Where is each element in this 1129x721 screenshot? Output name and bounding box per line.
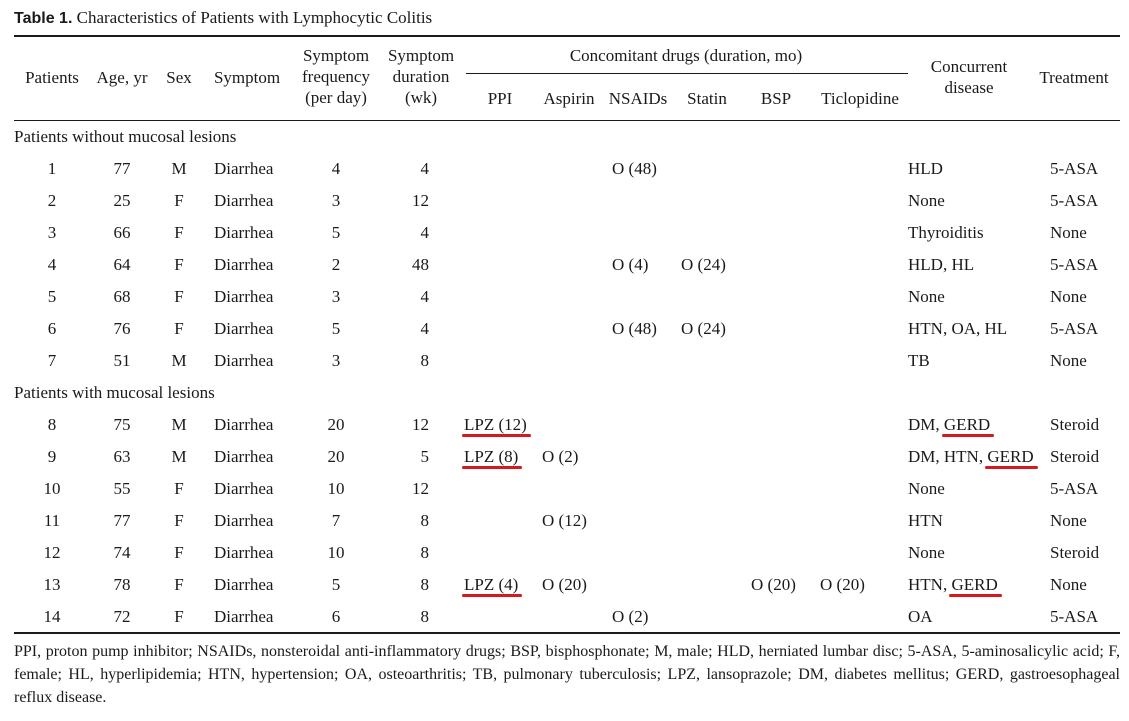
- cell-patient: 8: [47, 415, 57, 434]
- cell-disease: [908, 510, 943, 531]
- cell-disease: [908, 286, 945, 307]
- disease-highlighted-text: GERD: [943, 415, 991, 434]
- cell-treatment: Steroid: [1050, 447, 1100, 466]
- cell-symptom: Diarrhea: [214, 159, 274, 178]
- red-underline: [462, 594, 522, 597]
- cell-symptom: Diarrhea: [214, 415, 274, 434]
- cell-duration: 5: [420, 447, 429, 466]
- red-underline: [985, 466, 1037, 469]
- header-duration-line3: (wk): [404, 88, 438, 107]
- cell-nsaids: O (48): [612, 319, 657, 338]
- cell-disease: [908, 222, 984, 243]
- cell-patient: 12: [43, 543, 61, 562]
- cell-disease: [908, 158, 943, 179]
- cell-symptom: Diarrhea: [214, 223, 274, 242]
- cell-sex: F: [174, 223, 184, 242]
- cell-age: 74: [113, 543, 131, 562]
- cell-treatment: 5-ASA: [1050, 159, 1099, 178]
- header-frequency-line1: Symptom: [302, 46, 370, 65]
- disease-text: HTN, OA, HL: [908, 319, 1008, 338]
- cell-symptom: Diarrhea: [214, 255, 274, 274]
- header-ticlopidine: Ticlopidine: [821, 89, 899, 108]
- cell-age: 51: [113, 351, 131, 370]
- header-frequency-line2: frequency: [302, 67, 370, 86]
- cell-sex: M: [171, 447, 187, 466]
- cell-disease: [908, 606, 933, 627]
- disease-text: HTN: [908, 511, 943, 530]
- header-frequency-line3: (per day): [305, 88, 367, 107]
- cell-age: 72: [113, 607, 131, 626]
- cell-treatment: 5-ASA: [1050, 319, 1099, 338]
- cell-nsaids: O (48): [612, 159, 657, 178]
- cell-freq: 3: [331, 191, 341, 210]
- cell-treatment: 5-ASA: [1050, 479, 1099, 498]
- cell-patient: 7: [47, 351, 57, 370]
- cell-sex: F: [174, 607, 184, 626]
- cell-duration: 4: [420, 223, 429, 242]
- header-concurrent-line1: Concurrent: [930, 57, 1008, 76]
- cell-age: 77: [113, 511, 131, 530]
- cell-freq: 3: [331, 351, 341, 370]
- cell-duration: 12: [412, 479, 429, 498]
- drugs-group-rule: [466, 73, 908, 74]
- cell-treatment: None: [1050, 351, 1087, 370]
- cell-symptom: Diarrhea: [214, 575, 274, 594]
- cell-sex: F: [174, 255, 184, 274]
- cell-symptom: Diarrhea: [214, 479, 274, 498]
- cell-patient: 1: [47, 159, 57, 178]
- cell-disease: [908, 414, 990, 435]
- cell-freq: 10: [327, 479, 345, 498]
- group-label: Patients with mucosal lesions: [14, 383, 215, 402]
- cell-duration: 8: [420, 351, 429, 370]
- cell-age: 75: [113, 415, 131, 434]
- table-caption: Characteristics of Patients with Lymphocytic Colitis: [76, 8, 433, 27]
- cell-age: 66: [113, 223, 131, 242]
- cell-age: 64: [113, 255, 131, 274]
- cell-patient: 4: [47, 255, 57, 274]
- cell-ppi-wrap: [464, 446, 518, 467]
- cell-sex: F: [174, 575, 184, 594]
- disease-highlighted: [951, 574, 997, 595]
- cell-freq: 6: [331, 607, 341, 626]
- cell-ppi-wrap: [464, 414, 527, 435]
- disease-text: TB: [908, 351, 930, 370]
- header-drugs-group: Concomitant drugs (duration, mo): [569, 46, 803, 65]
- header-aspirin: Aspirin: [543, 89, 595, 108]
- cell-freq: 7: [331, 511, 341, 530]
- cell-freq: 2: [331, 255, 341, 274]
- cell-bsp: O (20): [751, 575, 796, 594]
- cell-treatment: 5-ASA: [1050, 191, 1099, 210]
- cell-symptom: Diarrhea: [214, 351, 274, 370]
- cell-patient: 5: [47, 287, 57, 306]
- cell-treatment: None: [1050, 511, 1087, 530]
- cell-symptom: Diarrhea: [214, 191, 274, 210]
- disease-highlighted-text: GERD: [987, 447, 1034, 466]
- cell-ticlopidine: O (20): [820, 575, 865, 594]
- disease-text: Thyroiditis: [908, 223, 984, 242]
- cell-age: 76: [113, 319, 131, 338]
- cell-treatment: None: [1050, 287, 1087, 306]
- header-rule: [14, 120, 1120, 121]
- disease-highlighted-text: GERD: [951, 575, 998, 594]
- header-duration: [388, 45, 454, 108]
- group-label: Patients without mucosal lesions: [14, 127, 237, 146]
- header-symptom: Symptom: [213, 68, 281, 87]
- cell-duration: 8: [420, 575, 429, 594]
- header-treatment: Treatment: [1039, 68, 1109, 87]
- cell-treatment: 5-ASA: [1050, 607, 1099, 626]
- cell-sex: M: [171, 351, 187, 370]
- cell-age: 25: [113, 191, 131, 210]
- cell-symptom: Diarrhea: [214, 319, 274, 338]
- cell-treatment: Steroid: [1050, 415, 1100, 434]
- cell-disease: [908, 478, 945, 499]
- cell-treatment: Steroid: [1050, 543, 1100, 562]
- bottom-rule: [14, 632, 1120, 634]
- disease-text: None: [908, 287, 945, 306]
- cell-disease: [908, 574, 998, 595]
- cell-nsaids: O (2): [612, 607, 649, 626]
- disease-text: None: [908, 479, 945, 498]
- cell-age: 55: [113, 479, 131, 498]
- cell-statin: O (24): [681, 319, 726, 338]
- cell-patient: 9: [47, 447, 57, 466]
- cell-ppi: LPZ (12): [464, 415, 527, 434]
- cell-sex: F: [174, 287, 184, 306]
- cell-statin: O (24): [681, 255, 726, 274]
- cell-aspirin: O (12): [542, 511, 587, 530]
- cell-disease: [908, 350, 930, 371]
- cell-patient: 3: [47, 223, 57, 242]
- cell-symptom: Diarrhea: [214, 607, 274, 626]
- cell-patient: 11: [43, 511, 61, 530]
- header-duration-line1: Symptom: [387, 46, 455, 65]
- cell-symptom: Diarrhea: [214, 543, 274, 562]
- cell-symptom: Diarrhea: [214, 511, 274, 530]
- header-frequency: [302, 45, 370, 108]
- cell-duration: 4: [420, 319, 429, 338]
- cell-duration: 4: [420, 287, 429, 306]
- cell-freq: 3: [331, 287, 341, 306]
- top-rule: [14, 35, 1120, 37]
- cell-freq: 5: [331, 319, 341, 338]
- disease-text: HLD, HL: [908, 255, 975, 274]
- cell-freq: 20: [327, 447, 345, 466]
- disease-highlighted: [944, 414, 990, 435]
- table-title: [14, 8, 432, 28]
- header-statin: Statin: [687, 89, 727, 108]
- red-underline: [942, 434, 994, 437]
- cell-aspirin: O (20): [542, 575, 587, 594]
- cell-age: 78: [113, 575, 131, 594]
- cell-freq: 4: [331, 159, 341, 178]
- red-underline: [949, 594, 1001, 597]
- disease-text: OA: [908, 607, 933, 626]
- disease-highlighted: [987, 446, 1033, 467]
- cell-sex: F: [174, 479, 184, 498]
- table-label: Table 1.: [14, 10, 73, 27]
- cell-duration: 4: [420, 159, 429, 178]
- red-underline: [462, 434, 531, 437]
- header-concurrent-line2: disease: [944, 78, 994, 97]
- disease-text: HTN,: [908, 575, 952, 594]
- disease-text: None: [908, 543, 945, 562]
- disease-text: DM, HTN,: [908, 447, 988, 466]
- header-patients: Patients: [25, 68, 79, 87]
- cell-disease: [908, 254, 974, 275]
- cell-aspirin: O (2): [542, 447, 579, 466]
- cell-duration: 8: [420, 511, 429, 530]
- header-sex: Sex: [166, 68, 192, 87]
- header-concurrent-disease: [931, 56, 1007, 98]
- cell-age: 68: [113, 287, 131, 306]
- cell-disease: [908, 190, 945, 211]
- cell-patient: 13: [43, 575, 61, 594]
- header-nsaids: NSAIDs: [608, 89, 668, 108]
- disease-text: HLD: [908, 159, 943, 178]
- cell-patient: 10: [43, 479, 61, 498]
- cell-patient: 2: [47, 191, 57, 210]
- cell-disease: [908, 318, 1007, 339]
- cell-ppi: LPZ (4): [464, 575, 519, 594]
- cell-sex: M: [171, 415, 187, 434]
- cell-freq: 10: [327, 543, 345, 562]
- cell-treatment: None: [1050, 575, 1087, 594]
- disease-text: None: [908, 191, 945, 210]
- cell-ppi-wrap: [464, 574, 518, 595]
- cell-treatment: None: [1050, 223, 1087, 242]
- cell-duration: 48: [412, 255, 429, 274]
- header-age: Age, yr: [96, 68, 148, 87]
- cell-treatment: 5-ASA: [1050, 255, 1099, 274]
- cell-sex: F: [174, 191, 184, 210]
- cell-sex: F: [174, 543, 184, 562]
- cell-sex: F: [174, 511, 184, 530]
- cell-freq: 20: [327, 415, 345, 434]
- cell-sex: F: [174, 319, 184, 338]
- header-ppi: PPI: [487, 89, 513, 108]
- cell-ppi: LPZ (8): [464, 447, 519, 466]
- cell-freq: 5: [331, 575, 341, 594]
- cell-disease: [908, 542, 945, 563]
- cell-sex: M: [171, 159, 187, 178]
- cell-age: 77: [113, 159, 131, 178]
- cell-patient: 14: [43, 607, 61, 626]
- cell-age: 63: [113, 447, 131, 466]
- cell-duration: 8: [420, 543, 429, 562]
- cell-duration: 12: [412, 191, 429, 210]
- disease-text: DM,: [908, 415, 944, 434]
- red-underline: [462, 466, 522, 469]
- cell-nsaids: O (4): [612, 255, 649, 274]
- cell-symptom: Diarrhea: [214, 447, 274, 466]
- cell-duration: 12: [412, 415, 429, 434]
- cell-symptom: Diarrhea: [214, 287, 274, 306]
- header-bsp: BSP: [760, 89, 792, 108]
- header-duration-line2: duration: [392, 67, 450, 86]
- footnote: PPI, proton pump inhibitor; NSAIDs, nonsteroidal anti-inflammatory drugs; BSP, bisphosphonate; M, male; HLD, herniated lumbar disc; 5-ASA, 5-aminosalicylic acid; F, female; HL, hyperlipidemia; HTN, hypertension; OA, osteoarthritis; TB, pulmonary tuberculosis; LPZ, lansoprazole; DM, diabetes mellitus; GERD, gastroesophageal reflux disease.: [14, 643, 1120, 706]
- cell-freq: 5: [331, 223, 341, 242]
- cell-duration: 8: [420, 607, 429, 626]
- cell-patient: 6: [47, 319, 57, 338]
- cell-disease: [908, 446, 1034, 467]
